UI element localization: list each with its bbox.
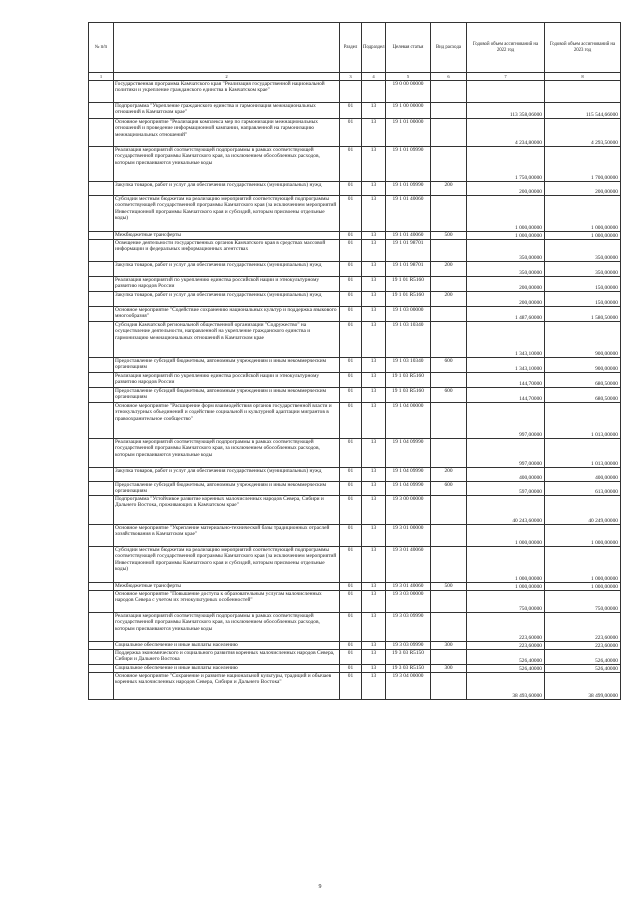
target-article-cell: 19 1 01 R5160	[386, 277, 431, 292]
column-number: 1	[89, 73, 114, 81]
row-number-cell	[89, 277, 114, 292]
expense-type-cell: 500	[431, 583, 467, 591]
volume-2022-cell: 350,00000	[467, 262, 545, 277]
item-name-cell: Реализация мероприятий по укреплению единства российской нации и этнокультурному развитию народов России	[114, 373, 340, 388]
expense-type-cell	[431, 307, 467, 322]
target-article-cell: 19 3 04 00000	[386, 673, 431, 700]
razdel-cell: 01	[340, 373, 362, 388]
volume-2023-cell: 38 499,00000	[545, 673, 621, 700]
expense-type-cell	[431, 119, 467, 147]
volume-2022-cell: 200,00000	[467, 292, 545, 307]
table-row	[89, 673, 621, 700]
volume-2023-cell: 400,00000	[545, 468, 621, 482]
table-row	[89, 583, 621, 591]
volume-2022-cell: 223,60000	[467, 613, 545, 642]
target-article-cell: 19 1 01 R5160	[386, 292, 431, 307]
row-number-cell	[89, 591, 114, 613]
podrazdel-cell: 13	[362, 388, 386, 403]
item-name-cell: Реализация мероприятий по укреплению единства российской нации и этнокультурному развитию народов России	[114, 277, 340, 292]
volume-2023-cell: 223,60000	[545, 613, 621, 642]
table-row	[89, 81, 621, 103]
volume-2022-cell: 113 358,06000	[467, 103, 545, 119]
podrazdel-cell: 13	[362, 292, 386, 307]
table-row	[89, 232, 621, 240]
volume-2022-cell: 597,00000	[467, 482, 545, 496]
table-row	[89, 292, 621, 307]
volume-2023-cell: 350,00000	[545, 240, 621, 262]
volume-2023-cell: 1 000,00000	[545, 583, 621, 591]
razdel-cell: 01	[340, 547, 362, 583]
table-row	[89, 322, 621, 358]
volume-2022-cell: 526,40000	[467, 665, 545, 673]
header-podrazdel: Подраздел	[362, 23, 386, 73]
budget-table	[88, 22, 621, 700]
target-article-cell: 19 1 03 R5160	[386, 388, 431, 403]
expense-type-cell	[431, 673, 467, 700]
razdel-cell: 01	[340, 439, 362, 468]
target-article-cell: 19 3 03 R5150	[386, 665, 431, 673]
header-volume-2023: Годовой объем ассигнований на 2023 год	[545, 23, 621, 73]
target-article-cell: 19 1 04 00000	[386, 403, 431, 439]
row-number-cell	[89, 496, 114, 525]
table-row	[89, 482, 621, 496]
header-target-article: Целевая статья	[386, 23, 431, 73]
podrazdel-cell: 13	[362, 262, 386, 277]
volume-2022-cell: 1 487,60000	[467, 307, 545, 322]
volume-2022-cell	[467, 81, 545, 103]
item-name-cell: Межбюджетные трансферты	[114, 583, 340, 591]
row-number-cell	[89, 147, 114, 182]
table-row	[89, 240, 621, 262]
target-article-cell: 19 3 03 09990	[386, 613, 431, 642]
target-article-cell: 19 1 04 09990	[386, 439, 431, 468]
volume-2022-cell: 1 000,00000	[467, 232, 545, 240]
target-article-cell: 19 1 01 40060	[386, 196, 431, 232]
volume-2023-cell: 680,50000	[545, 388, 621, 403]
volume-2023-cell: 1 580,50000	[545, 307, 621, 322]
item-name-cell: Субсидия Камчатской региональной общественной организации "Содружество" на осуществление деятельности, направленной на укрепление гражданского единства и гармонизацию межнациональных отношений в Камчатском крае	[114, 322, 340, 358]
expense-type-cell: 200	[431, 292, 467, 307]
volume-2022-cell: 526,40000	[467, 650, 545, 665]
podrazdel-cell: 13	[362, 482, 386, 496]
podrazdel-cell: 13	[362, 403, 386, 439]
page-number: 9	[318, 884, 322, 890]
item-name-cell: Освещение деятельности государственных органов Камчатского края в средствах массовой информации и федеральных информационных агентствах	[114, 240, 340, 262]
table-row	[89, 262, 621, 277]
razdel-cell	[340, 81, 362, 103]
column-number: 8	[545, 73, 621, 81]
podrazdel-cell: 13	[362, 642, 386, 650]
target-article-cell: 19 1 03 10340	[386, 358, 431, 373]
razdel-cell: 01	[340, 292, 362, 307]
razdel-cell: 01	[340, 262, 362, 277]
podrazdel-cell: 13	[362, 277, 386, 292]
volume-2023-cell: 526,40000	[545, 665, 621, 673]
expense-type-cell	[431, 403, 467, 439]
expense-type-cell: 600	[431, 482, 467, 496]
expense-type-cell: 500	[431, 232, 467, 240]
volume-2023-cell: 1 013,00000	[545, 439, 621, 468]
table-row	[89, 147, 621, 182]
table-row	[89, 468, 621, 482]
target-article-cell: 19 1 01 00000	[386, 119, 431, 147]
header-volume-2022: Годовой объем ассигнований на 2022 год	[467, 23, 545, 73]
razdel-cell: 01	[340, 182, 362, 196]
podrazdel-cell: 13	[362, 591, 386, 613]
volume-2022-cell: 1 000,00000	[467, 196, 545, 232]
razdel-cell: 01	[340, 322, 362, 358]
volume-2023-cell: 1 700,00000	[545, 147, 621, 182]
table-row	[89, 642, 621, 650]
row-number-cell	[89, 525, 114, 547]
podrazdel-cell: 13	[362, 583, 386, 591]
podrazdel-cell: 13	[362, 613, 386, 642]
volume-2022-cell: 200,00000	[467, 182, 545, 196]
volume-2023-cell: 1 000,00000	[545, 196, 621, 232]
podrazdel-cell: 13	[362, 307, 386, 322]
razdel-cell: 01	[340, 277, 362, 292]
volume-2022-cell: 38 493,60000	[467, 673, 545, 700]
razdel-cell: 01	[340, 482, 362, 496]
target-article-cell: 19 1 04 09990	[386, 482, 431, 496]
target-article-cell: 19 1 01 98701	[386, 240, 431, 262]
razdel-cell: 01	[340, 673, 362, 700]
podrazdel-cell: 13	[362, 103, 386, 119]
row-number-cell	[89, 388, 114, 403]
column-number: 4	[362, 73, 386, 81]
item-name-cell: Субсидии местным бюджетам на реализацию мероприятий соответствующей подпрограммы соответствующей государственной программы Камчатского края (за исключением мероприятий Инвестиционной программы Камчатского края и субсидий, которым присвоены отдельные коды)	[114, 196, 340, 232]
volume-2023-cell: 200,00000	[545, 182, 621, 196]
target-article-cell: 19 3 03 09990	[386, 642, 431, 650]
table-row	[89, 547, 621, 583]
row-number-cell	[89, 232, 114, 240]
volume-2023-cell: 900,00000	[545, 322, 621, 358]
volume-2023-cell: 115 544,66000	[545, 103, 621, 119]
expense-type-cell	[431, 196, 467, 232]
table-row	[89, 439, 621, 468]
table-row	[89, 613, 621, 642]
razdel-cell: 01	[340, 468, 362, 482]
target-article-cell: 19 3 01 00000	[386, 525, 431, 547]
item-name-cell: Межбюджетные трансферты	[114, 232, 340, 240]
expense-type-cell	[431, 496, 467, 525]
row-number-cell	[89, 358, 114, 373]
target-article-cell: 19 3 01 40060	[386, 547, 431, 583]
row-number-cell	[89, 196, 114, 232]
target-article-cell: 19 1 01 09990	[386, 182, 431, 196]
table-header-row	[89, 23, 621, 73]
item-name-cell: Закупка товаров, работ и услуг для обеспечения государственных (муниципальных) нужд	[114, 468, 340, 482]
item-name-cell: Предоставление субсидий бюджетным, автономным учреждениям и иным некоммерческим организациям	[114, 388, 340, 403]
razdel-cell: 01	[340, 388, 362, 403]
target-article-cell: 19 1 01 40060	[386, 232, 431, 240]
target-article-cell: 19 3 00 00000	[386, 496, 431, 525]
row-number-cell	[89, 322, 114, 358]
row-number-cell	[89, 403, 114, 439]
razdel-cell: 01	[340, 583, 362, 591]
podrazdel-cell: 13	[362, 358, 386, 373]
budget-table-sheet	[88, 22, 620, 700]
row-number-cell	[89, 650, 114, 665]
volume-2022-cell: 1 000,00000	[467, 525, 545, 547]
item-name-cell: Поддержка экономического и социального развития коренных малочисленных народов Севера, Сибири и Дальнего Востока	[114, 650, 340, 665]
podrazdel-cell: 13	[362, 373, 386, 388]
table-row	[89, 277, 621, 292]
expense-type-cell: 600	[431, 388, 467, 403]
volume-2023-cell: 223,60000	[545, 642, 621, 650]
razdel-cell: 01	[340, 650, 362, 665]
target-article-cell: 19 1 01 09990	[386, 147, 431, 182]
table-row	[89, 403, 621, 439]
razdel-cell: 01	[340, 196, 362, 232]
volume-2022-cell: 1 343,10000	[467, 358, 545, 373]
expense-type-cell: 600	[431, 358, 467, 373]
volume-2022-cell: 750,00000	[467, 591, 545, 613]
item-name-cell: Основное мероприятие "Сохранение и развитие национальной культуры, традиций и обычаев коренных малочисленных народов Севера, Сибири и Дальнего Востока"	[114, 673, 340, 700]
expense-type-cell	[431, 439, 467, 468]
table-row	[89, 665, 621, 673]
row-number-cell	[89, 119, 114, 147]
razdel-cell: 01	[340, 403, 362, 439]
target-article-cell: 19 3 03 00000	[386, 591, 431, 613]
volume-2023-cell: 1 000,00000	[545, 525, 621, 547]
expense-type-cell: 300	[431, 642, 467, 650]
row-number-cell	[89, 547, 114, 583]
table-row	[89, 307, 621, 322]
table-row	[89, 103, 621, 119]
volume-2023-cell: 680,50000	[545, 373, 621, 388]
header-razdel: Раздел	[340, 23, 362, 73]
row-number-cell	[89, 468, 114, 482]
table-body	[89, 81, 621, 700]
expense-type-cell	[431, 81, 467, 103]
table-row	[89, 119, 621, 147]
volume-2022-cell: 997,00000	[467, 439, 545, 468]
target-article-cell: 19 1 00 00000	[386, 103, 431, 119]
volume-2023-cell: 150,00000	[545, 277, 621, 292]
razdel-cell: 01	[340, 307, 362, 322]
volume-2022-cell: 223,60000	[467, 642, 545, 650]
volume-2022-cell: 200,00000	[467, 277, 545, 292]
table-row	[89, 496, 621, 525]
razdel-cell: 01	[340, 240, 362, 262]
volume-2023-cell: 526,40000	[545, 650, 621, 665]
volume-2022-cell: 1 000,00000	[467, 583, 545, 591]
table-row	[89, 525, 621, 547]
row-number-cell	[89, 262, 114, 277]
podrazdel-cell: 13	[362, 673, 386, 700]
table-row	[89, 373, 621, 388]
volume-2023-cell: 1 013,00000	[545, 403, 621, 439]
volume-2022-cell: 1 343,10000	[467, 322, 545, 358]
expense-type-cell	[431, 613, 467, 642]
expense-type-cell	[431, 322, 467, 358]
header-expense-type: Вид расхода	[431, 23, 467, 73]
item-name-cell: Социальное обеспечение и иные выплаты населению	[114, 665, 340, 673]
column-number: 7	[467, 73, 545, 81]
row-number-cell	[89, 613, 114, 642]
item-name-cell: Основное мероприятие "Повышение доступа к образовательным услугам малочисленных народов Севера с учетом их этнокультурных особенностей"	[114, 591, 340, 613]
target-article-cell: 19 1 04 09990	[386, 468, 431, 482]
item-name-cell: Реализация мероприятий соответствующей подпрограммы в рамках соответствующей государственной программы Камчатского края, за исключением обособленных расходов, которым присваиваются уникальные коды	[114, 613, 340, 642]
volume-2022-cell: 1 000,00000	[467, 547, 545, 583]
row-number-cell	[89, 292, 114, 307]
table-row	[89, 196, 621, 232]
razdel-cell: 01	[340, 642, 362, 650]
expense-type-cell: 200	[431, 262, 467, 277]
razdel-cell: 01	[340, 591, 362, 613]
podrazdel-cell: 13	[362, 322, 386, 358]
razdel-cell: 01	[340, 119, 362, 147]
row-number-cell	[89, 439, 114, 468]
razdel-cell: 01	[340, 496, 362, 525]
expense-type-cell: 200	[431, 468, 467, 482]
volume-2023-cell	[545, 81, 621, 103]
item-name-cell: Социальное обеспечение и иные выплаты населению	[114, 642, 340, 650]
item-name-cell: Подпрограмма "Устойчивое развитие коренных малочисленных народов Севера, Сибири и Дальнего Востока, проживающих в Камчатском крае"	[114, 496, 340, 525]
header-no: № п/п	[89, 23, 114, 73]
volume-2023-cell: 4 293,50000	[545, 119, 621, 147]
column-number: 3	[340, 73, 362, 81]
target-article-cell: 19 1 03 00000	[386, 307, 431, 322]
volume-2023-cell: 613,00000	[545, 482, 621, 496]
podrazdel-cell: 13	[362, 147, 386, 182]
row-number-cell	[89, 373, 114, 388]
volume-2022-cell: 144,70000	[467, 388, 545, 403]
expense-type-cell	[431, 525, 467, 547]
item-name-cell: Основное мероприятие "Укрепление материально-технической базы традиционных отраслей хозяйствования в Камчатском крае"	[114, 525, 340, 547]
podrazdel-cell: 13	[362, 650, 386, 665]
volume-2022-cell: 4 234,80000	[467, 119, 545, 147]
row-number-cell	[89, 81, 114, 103]
item-name-cell: Субсидии местным бюджетам на реализацию мероприятий соответствующей подпрограммы соответствующей государственной программы Камчатского края (за исключением мероприятий Инвестиционной программы Камчатского края и субсидий, которым присвоены отдельные коды)	[114, 547, 340, 583]
row-number-cell	[89, 583, 114, 591]
row-number-cell	[89, 182, 114, 196]
expense-type-cell	[431, 373, 467, 388]
table-row	[89, 182, 621, 196]
row-number-cell	[89, 103, 114, 119]
row-number-cell	[89, 307, 114, 322]
item-name-cell: Закупка товаров, работ и услуг для обеспечения государственных (муниципальных) нужд	[114, 292, 340, 307]
row-number-cell	[89, 673, 114, 700]
razdel-cell: 01	[340, 665, 362, 673]
table-row	[89, 358, 621, 373]
item-name-cell: Закупка товаров, работ и услуг для обеспечения государственных (муниципальных) нужд	[114, 262, 340, 277]
podrazdel-cell: 13	[362, 119, 386, 147]
expense-type-cell	[431, 147, 467, 182]
item-name-cell: Подпрограмма "Укрепление гражданского единства и гармонизация межнациональных отношений в Камчатском крае"	[114, 103, 340, 119]
row-number-cell	[89, 482, 114, 496]
expense-type-cell	[431, 277, 467, 292]
item-name-cell: Основное мероприятие "Расширение форм взаимодействия органов государственной власти и этнокультурных объединений и содействие социальной и культурной адаптации мигрантов в правоохранительное сообщество"	[114, 403, 340, 439]
razdel-cell: 01	[340, 232, 362, 240]
table-row	[89, 650, 621, 665]
target-article-cell: 19 3 01 40060	[386, 583, 431, 591]
expense-type-cell	[431, 103, 467, 119]
razdel-cell: 01	[340, 525, 362, 547]
podrazdel-cell: 13	[362, 496, 386, 525]
volume-2023-cell: 40 249,00000	[545, 496, 621, 525]
expense-type-cell	[431, 240, 467, 262]
expense-type-cell: 300	[431, 665, 467, 673]
row-number-cell	[89, 240, 114, 262]
item-name-cell: Реализация мероприятий соответствующей подпрограммы в рамках соответствующей государственной программы Камчатского края, за исключением обособленных расходов, которым присваиваются уникальные коды	[114, 439, 340, 468]
row-number-cell	[89, 665, 114, 673]
podrazdel-cell: 13	[362, 665, 386, 673]
item-name-cell: Предоставление субсидий бюджетным, автономным учреждениям и иным некоммерческим организациям	[114, 482, 340, 496]
expense-type-cell	[431, 591, 467, 613]
item-name-cell: Закупка товаров, работ и услуг для обеспечения государственных (муниципальных) нужд	[114, 182, 340, 196]
podrazdel-cell: 13	[362, 547, 386, 583]
podrazdel-cell: 13	[362, 468, 386, 482]
volume-2022-cell: 1 750,00000	[467, 147, 545, 182]
razdel-cell: 01	[340, 613, 362, 642]
item-name-cell: Предоставление субсидий бюджетным, автономным учреждениям и иным некоммерческим организациям	[114, 358, 340, 373]
volume-2023-cell: 150,00000	[545, 292, 621, 307]
item-name-cell: Реализация мероприятий соответствующей подпрограммы в рамках соответствующей государственной программы Камчатского края, за исключением обособленных расходов, которым присваиваются уникальные коды	[114, 147, 340, 182]
target-article-cell: 19 0 00 00000	[386, 81, 431, 103]
podrazdel-cell: 13	[362, 439, 386, 468]
expense-type-cell	[431, 650, 467, 665]
podrazdel-cell: 13	[362, 232, 386, 240]
target-article-cell: 19 1 03 10340	[386, 322, 431, 358]
razdel-cell: 01	[340, 103, 362, 119]
target-article-cell: 19 1 03 R5160	[386, 373, 431, 388]
target-article-cell: 19 3 03 R5150	[386, 650, 431, 665]
table-row	[89, 388, 621, 403]
volume-2023-cell: 750,00000	[545, 591, 621, 613]
item-name-cell: Основное мероприятие "Содействие сохранению национальных культур и поддержка языкового многообразия"	[114, 307, 340, 322]
target-article-cell: 19 1 01 98701	[386, 262, 431, 277]
column-number: 2	[114, 73, 340, 81]
volume-2022-cell: 997,00000	[467, 403, 545, 439]
podrazdel-cell: 13	[362, 240, 386, 262]
podrazdel-cell: 13	[362, 182, 386, 196]
volume-2022-cell: 350,00000	[467, 240, 545, 262]
header-name	[114, 23, 340, 73]
item-name-cell: Государственная программа Камчатского края "Реализация государственной национальной политики и укрепление гражданского единства в Камчатском крае"	[114, 81, 340, 103]
table-row	[89, 591, 621, 613]
volume-2023-cell: 1 000,00000	[545, 547, 621, 583]
razdel-cell: 01	[340, 147, 362, 182]
column-number: 6	[431, 73, 467, 81]
column-number-row	[89, 73, 621, 81]
volume-2022-cell: 144,70000	[467, 373, 545, 388]
razdel-cell: 01	[340, 358, 362, 373]
podrazdel-cell: 13	[362, 196, 386, 232]
volume-2022-cell: 400,00000	[467, 468, 545, 482]
podrazdel-cell	[362, 81, 386, 103]
item-name-cell: Основное мероприятие "Реализация комплекса мер по гармонизации межнациональных отношений и проведение информационной кампании, направленной на гармонизацию межнациональных отношений"	[114, 119, 340, 147]
row-number-cell	[89, 642, 114, 650]
volume-2023-cell: 1 000,00000	[545, 232, 621, 240]
expense-type-cell	[431, 547, 467, 583]
podrazdel-cell: 13	[362, 525, 386, 547]
column-number: 5	[386, 73, 431, 81]
volume-2022-cell: 40 243,60000	[467, 496, 545, 525]
volume-2023-cell: 350,00000	[545, 262, 621, 277]
expense-type-cell: 200	[431, 182, 467, 196]
volume-2023-cell: 900,00000	[545, 358, 621, 373]
